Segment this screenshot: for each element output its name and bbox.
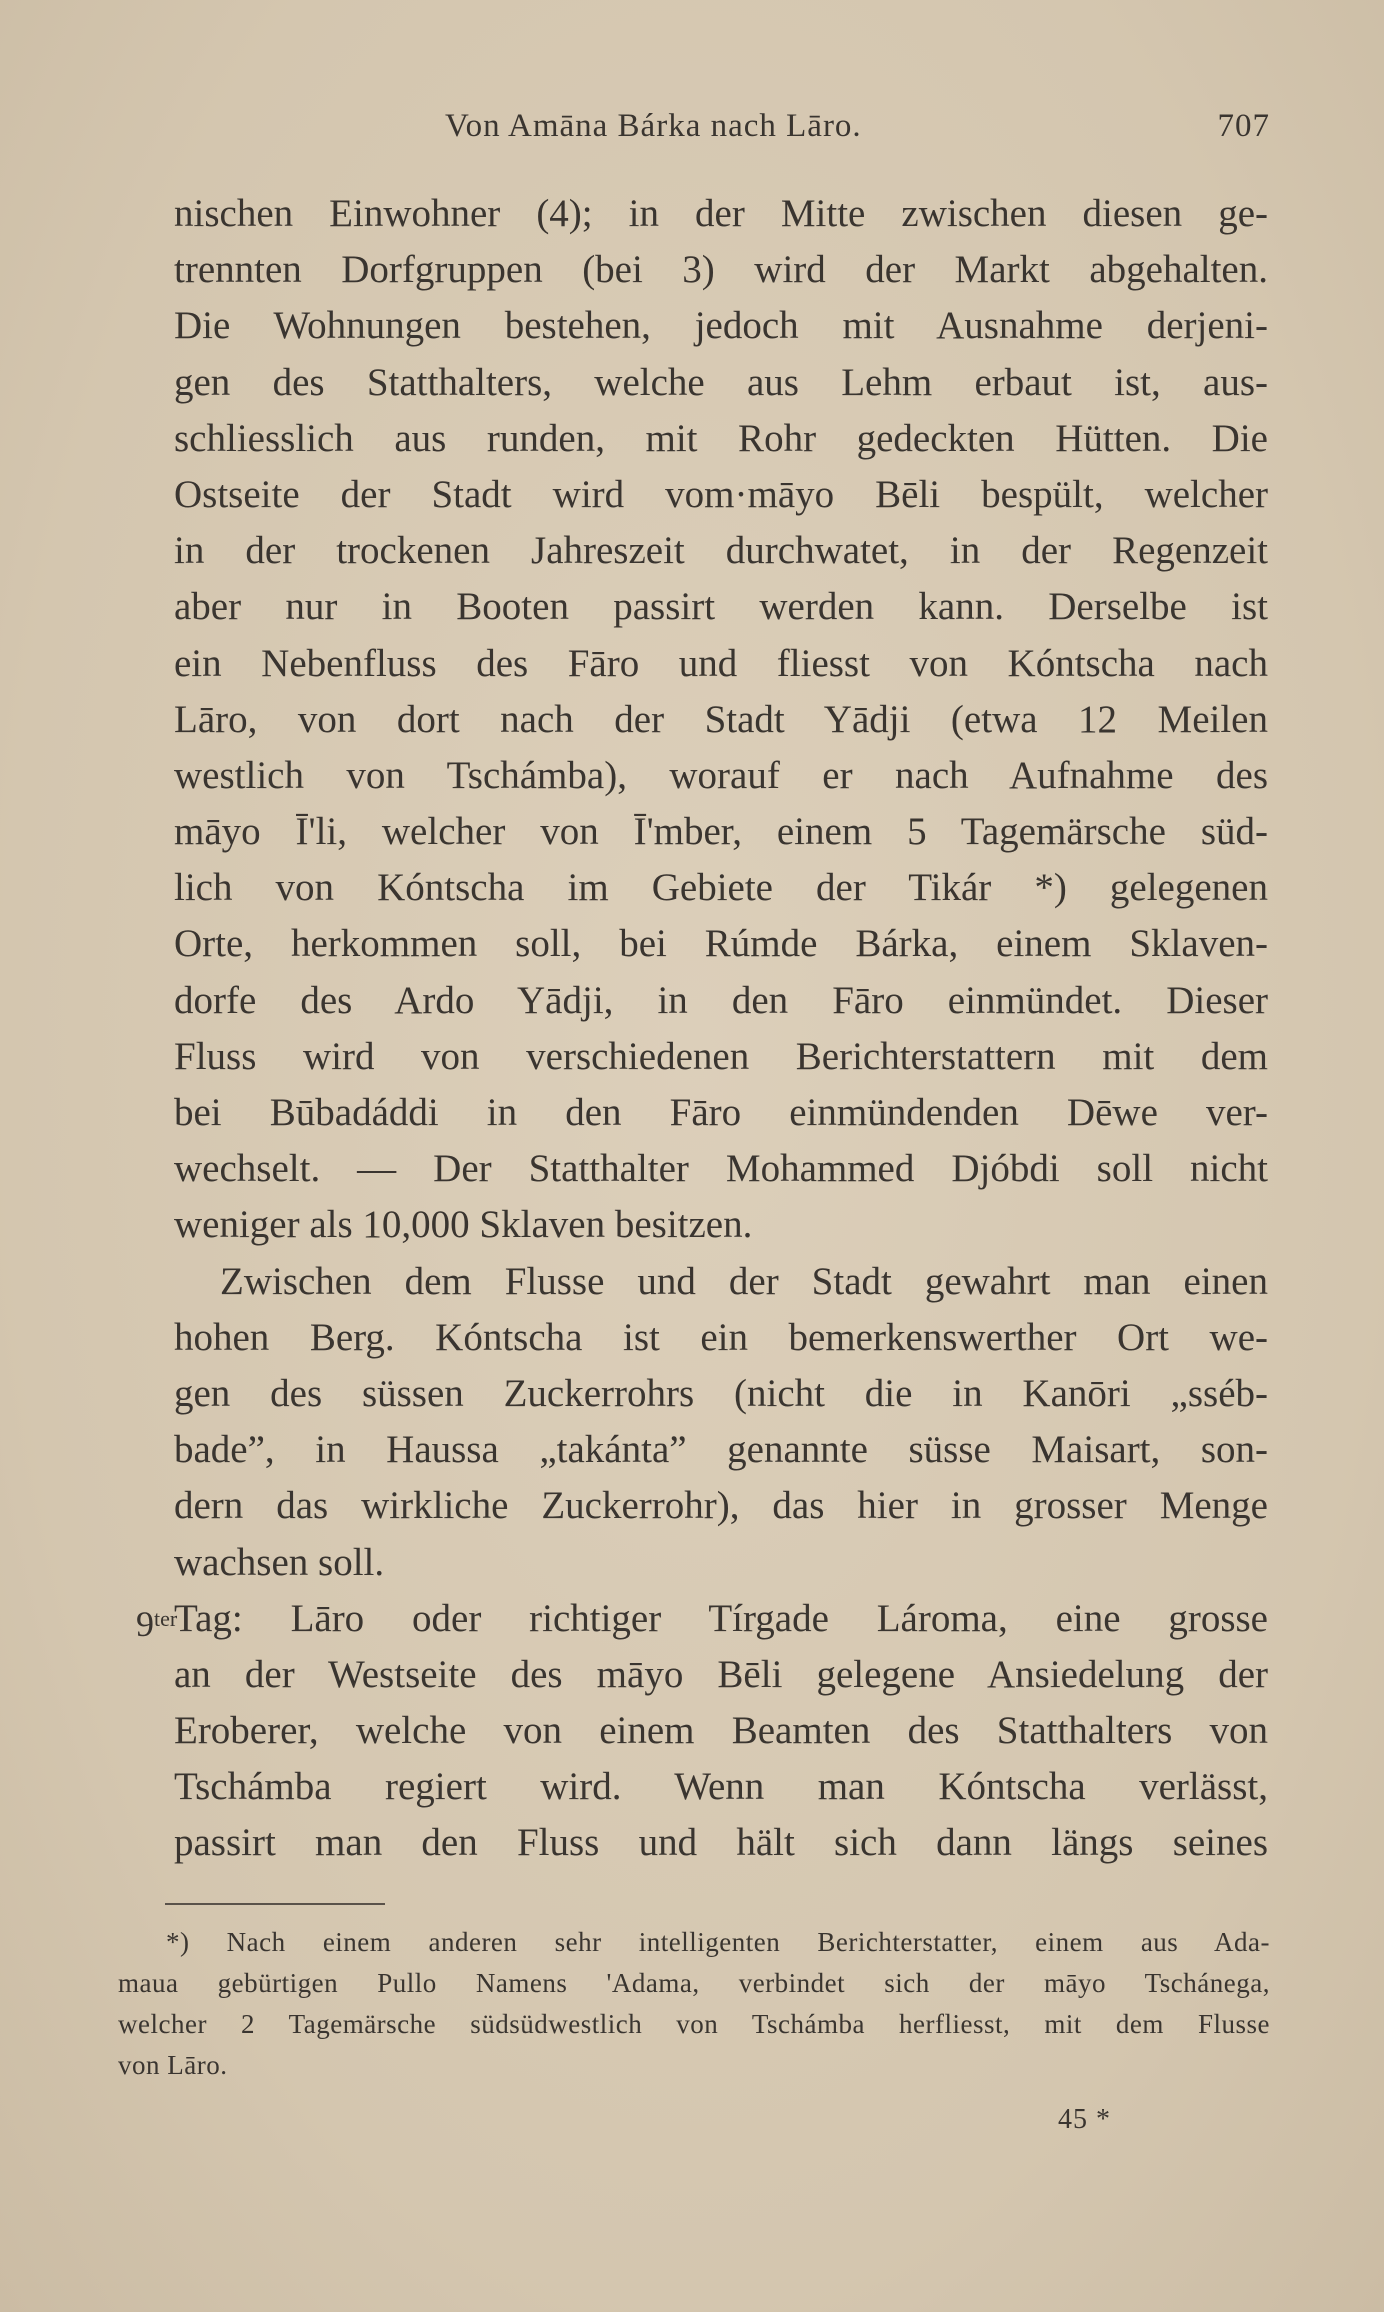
text-line: ein Nebenfluss des Fāro und fliesst von Kóntscha nach [174,641,1268,685]
text-line: in der trockenen Jahreszeit durchwatet, in der Regenzeit [174,529,1268,573]
text-line: an der Westseite des māyo Bēli gelegene Ansiedelung der [174,1652,1268,1696]
text-line: dorfe des Ardo Yādji, in den Fāro einmündet. Dieser [174,978,1268,1022]
text-line: bade”, in Haussa „takánta” genannte süsse Maisart, son- [174,1428,1268,1472]
footnote-line: von Lāro. [118,2050,228,2080]
footnote-divider [165,1903,385,1905]
body-text [136,186,1268,1872]
text-line: bei Būbadáddi in den Fāro einmündenden Dēwe ver- [174,1091,1268,1134]
day-label [136,1591,177,1652]
text-line: Zwischen dem Flusse und der Stadt gewahrt man einen [220,1259,1268,1303]
text-line: hohen Berg. Kóntscha ist ein bemerkenswerther Ort we- [174,1315,1268,1359]
text-line: gen des Statthalters, welche aus Lehm erbaut ist, aus- [174,360,1268,404]
text-line: weniger als 10,000 Sklaven besitzen. [174,1203,753,1247]
footnote-line: *) Nach einem anderen sehr intelligenten Berichterstatter, einem aus Ada- [166,1927,1270,1957]
paragraph-1 [174,186,1268,1254]
text-line: gen des süssen Zuckerrohrs (nicht die in Kanōri „sséb- [174,1371,1268,1415]
text-line: westlich von Tschámba), worauf er nach Aufnahme des [174,753,1268,797]
entry-first-line [136,1591,1268,1647]
running-title: Von Amāna Bárka nach Lāro. [445,108,862,144]
text-line: dern das wirkliche Zuckerrohr), das hier in grosser Menge [174,1484,1268,1528]
printer-signature: 45 * [1058,2104,1111,2135]
text-line: wachsen soll. [174,1540,385,1584]
text-line: Die Wohnungen bestehen, jedoch mit Ausnahme derjeni- [174,304,1268,348]
text-line: Tag: Lāro oder richtiger Tírgade Lároma, eine grosse [174,1596,1268,1640]
text-line: wechselt. — Der Statthalter Mohammed Djóbdi soll nicht [174,1147,1268,1191]
text-line: lich von Kóntscha im Gebiete der Tikár *) gelegenen [174,866,1268,910]
day-entry [136,1591,1268,1872]
page-number: 707 [1217,108,1270,144]
text-line: nischen Einwohner (4); in der Mitte zwischen diesen ge- [174,192,1268,235]
text-line: aber nur in Booten passirt werden kann. Derselbe ist [174,585,1268,629]
text-line: trennten Dorfgruppen (bei 3) wird der Markt abgehalten. [174,248,1268,292]
text-line: Eroberer, welche von einem Beamten des Statthalters von [174,1709,1268,1753]
text-line: Fluss wird von verschiedenen Berichterstattern mit dem [174,1034,1268,1078]
footnote [118,1922,1270,2086]
paragraph-2 [174,1254,1268,1591]
footnote-line: welcher 2 Tagemärsche südsüdwestlich von Tschámba herfliesst, mit dem Flusse [118,2009,1270,2039]
text-line: passirt man den Fluss und hält sich dann längs seines [174,1821,1268,1865]
text-line: Lāro, von dort nach der Stadt Yādji (etwa 12 Meilen [174,697,1268,741]
day-number: 9 [136,1603,154,1644]
page-header [170,108,1270,158]
text-line: Ostseite der Stadt wird vom·māyo Bēli bespült, welcher [174,472,1268,516]
footnote-line: maua gebürtigen Pullo Namens 'Adama, verbindet sich der māyo Tschánega, [118,1968,1270,1998]
text-line: schliesslich aus runden, mit Rohr gedeckten Hütten. Die [174,416,1268,460]
text-line: Tschámba regiert wird. Wenn man Kóntscha verlässt, [174,1765,1268,1809]
day-suffix: ter [154,1605,178,1631]
text-line: māyo Ī'li, welcher von Ī'mber, einem 5 Tagemärsche süd- [174,810,1268,854]
text-line: Orte, herkommen soll, bei Rúmde Bárka, einem Sklaven- [174,922,1268,966]
